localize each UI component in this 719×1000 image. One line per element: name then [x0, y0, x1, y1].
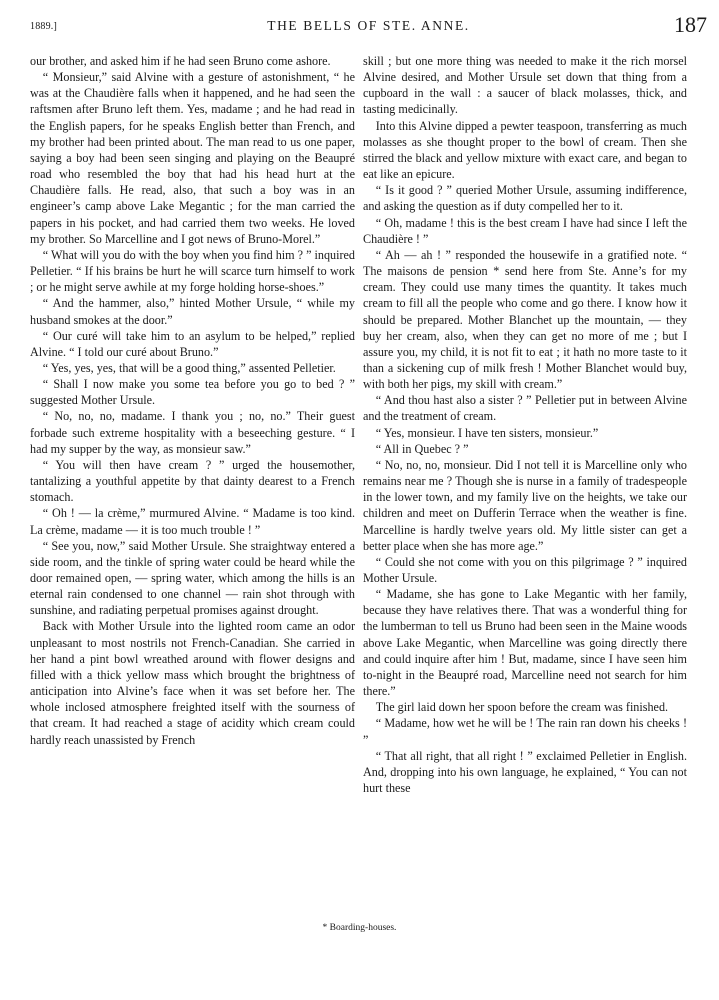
- paragraph: “ Shall I now make you some tea before you go to bed ? ” suggested Mother Ursule.: [30, 377, 355, 408]
- paragraph: “ Ah — ah ! ” responded the housewife in a gratified note. “ The maisons de pension * send here from Ste. Anne’s for my cream. They could use many times the quantity. It takes much cream to fill all the people who come and go there. I know how it should be prepared. Mother Blanchet up the mountain, — they buy her cream, also, when they can get no more of me ; but I assure you, my child, it is not fit to eat ; it hath no more taste to it than a sickening cup of milk fresh ! Mother Blanchet would buy, with both her pigs, my skill with cream.”: [363, 247, 687, 392]
- paragraph: “ No, no, no, madame. I thank you ; no, no.” Their guest forbade such extreme hospitality with a beseeching gesture. “ I had my supper by the way, as monsieur saw.”: [30, 409, 355, 456]
- paragraph: “ Madame, she has gone to Lake Megantic with her family, because they have relatives there. That was a wonderful thing for the lumberman to tell us Bruno had been seen in the Maine woods above Lake Megantic, when Marcelline was going directly there and could inquire after him ! But, madame, since I have seen him to-night in the Beaupré road, Marcelline need not search for him there.”: [363, 587, 687, 699]
- left-column: [30, 53, 355, 748]
- paragraph: “ Madame, how wet he will be ! The rain ran down his cheeks ! ”: [363, 716, 687, 747]
- paragraph: “ Monsieur,” said Alvine with a gesture of astonishment, “ he was at the Chaudière falls when it happened, and he had seen the raftsmen after Bruno left them. Yes, madame ; and he had read in the English papers, for he speaks English better than French, and my brother had been printed about. The man read to us one paper, saying a boy had been seen singing and playing on the Beaupré road who resembled the boy that had his head hurt at the Chaudière falls. He read, also, that such a boy was in an engineer’s camp above Lake Megantic ; for the man carried the papers in his pocket, and had carried them two weeks. He loved my brother. So Marcelline and I got news of Bruno-Morel.”: [30, 70, 355, 246]
- paragraph: “ Is it good ? ” queried Mother Ursule, assuming indifference, and asking the question as if duty compelled her to it.: [363, 183, 687, 214]
- paragraph: “ That all right, that all right ! ” exclaimed Pelletier in English. And, dropping into his own language, he explained, “ You can not hurt these: [363, 748, 687, 796]
- paragraph: The girl laid down her spoon before the cream was finished.: [375, 700, 669, 715]
- paragraph: “ What will you do with the boy when you find him ? ” inquired Pelletier. “ If his brains be hurt he will scarce turn himself to work ; or he might serve awhile at my forge holding horse-shoes.”: [30, 247, 355, 295]
- right-column: [363, 53, 687, 796]
- paragraph: “ And the hammer, also,” hinted Mother Ursule, “ while my husband smokes at the door.”: [30, 296, 355, 327]
- paragraph: “ You will then have cream ? ” urged the housemother, tantalizing a youthful appetite by that dainty dearest to a French stomach.: [30, 457, 355, 505]
- paragraph: “ See you, now,” said Mother Ursule. She straightway entered a side room, and the tinkle of spring water could be heard while the door remained open, — spring water, which among the hills is an eternal rain condensed to one channel — rain shot through with sunshine, and radiating perpetual promises against drought.: [30, 538, 355, 618]
- paragraph: “ Oh ! — la crème,” murmured Alvine. “ Madame is too kind. La crème, madame — it is too much trouble ! ”: [30, 506, 355, 537]
- paragraph: Into this Alvine dipped a pewter teaspoon, transferring as much molasses as she thought proper to the bowl of cream. Then she stirred the black and yellow mixture with exact care, and began to eat like an epicure.: [363, 118, 687, 182]
- paragraph: “ All in Quebec ? ”: [375, 441, 469, 456]
- paragraph: “ Could she not come with you on this pilgrimage ? ” inquired Mother Ursule.: [363, 554, 687, 585]
- paragraph: Back with Mother Ursule into the lighted room came an odor unpleasant to most nostrils not French-Canadian. She carried in her hand a pint bowl wreathed around with flower designs and filled with a thick yellow mass which brought the brightness of anticipation into Alvine’s face when it was set before her. The whole inclosed atmosphere freighted itself with the sourness of that cream. It had reached a stage of acidity which cream could hardly reach unassisted by French: [30, 619, 355, 747]
- page-number: 187: [674, 12, 707, 37]
- paragraph: skill ; but one more thing was needed to make it the rich morsel Alvine desired, and Mother Ursule set down that thing from a cupboard in the wall : a saucer of black molasses, thick, and tasting medicinally.: [363, 54, 687, 117]
- paragraph: “ And thou hast also a sister ? ” Pelletier put in between Alvine and the treatment of cream.: [363, 393, 687, 424]
- paragraph: our brother, and asked him if he had seen Bruno come ashore.: [30, 54, 331, 68]
- paragraph: “ Our curé will take him to an asylum to be helped,” replied Alvine. “ I told our curé about Bruno.”: [30, 328, 355, 359]
- footnote: * Boarding-houses.: [322, 923, 397, 933]
- paragraph: “ Yes, monsieur. I have ten sisters, monsieur.”: [375, 425, 599, 440]
- paragraph: “ No, no, no, monsieur. Did I not tell it is Marcelline only who remains near me ? Though she is nurse in a family of tradespeople in the lower town, and my family live on the heights, we take our children and meet on Dufferin Terrace when the weather is fine. Marcelline is hardly twelve years old. My little sister can get a better place when she has more age.”: [363, 457, 687, 553]
- header-title: THE BELLS OF STE. ANNE.: [267, 18, 470, 33]
- paragraph: “ Oh, madame ! this is the best cream I have had since I left the Chaudière ! ”: [363, 215, 687, 246]
- header-year: 1889.]: [30, 21, 58, 32]
- paragraph: “ Yes, yes, yes, that will be a good thing,” assented Pelletier.: [42, 360, 336, 375]
- running-header: [30, 12, 707, 40]
